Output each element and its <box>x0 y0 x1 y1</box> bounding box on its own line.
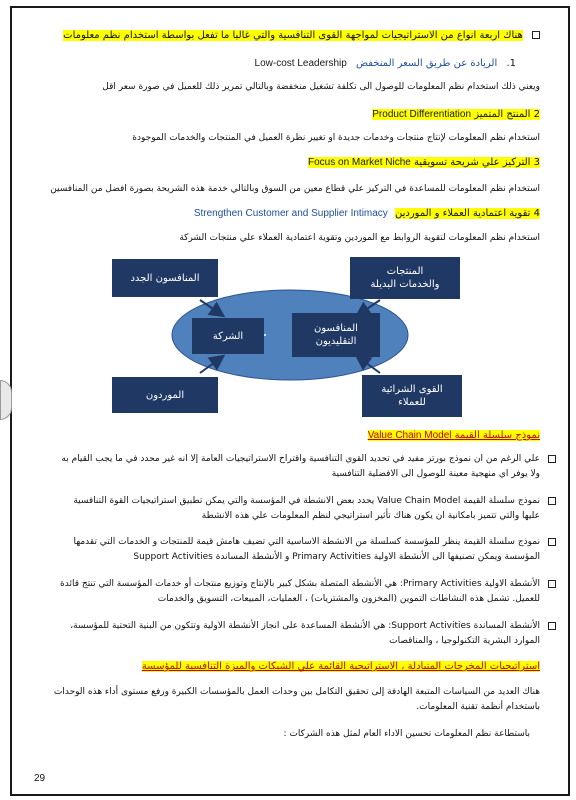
strategy-2-english: Product Differentiation <box>372 109 472 120</box>
vc-bullet-5-text: الأنشطة المساندة Support Activities: هي الأنشطة المساعدة على انجاز الأنشطة الاولية وتتكون من البنية التحتية للمؤسسة، الموارد البشرية التكنولوجيا ، والمناقصات <box>70 621 540 646</box>
strategy-4-title <box>36 206 540 221</box>
strategy-2-title <box>36 107 540 122</box>
strategy-4-desc: استخدام نظم المعلومات لتقوية الروابط مع الموردين وتقوية اعتمادية العملاء علي منتجات الشركة <box>179 233 540 243</box>
vc-bullet-4 <box>60 577 540 607</box>
vc-bullet-1-text: علي الرغم من ان نموذج بورتر مفيد في تحديد القوي التنافسية واقتراح الاستراتيجيات العامة إلا انه غير محدد في ما يجب القيام به ولا يوفر اي منهجية معينة للوصول الى الافضلية التنافسية <box>61 454 540 479</box>
strategy-1-title <box>36 56 516 71</box>
traditional-line-2: التقليديون <box>315 336 357 347</box>
checkbox-bullet-icon <box>548 455 556 463</box>
closing-line: باستطاعة نظم المعلومات تحسين الاداء العام لمثل هذه الشركات : <box>283 729 530 739</box>
strategy-3-title <box>36 155 540 170</box>
porter-forces-diagram <box>100 255 480 420</box>
strategy-3-arabic: التركيز علي شريحة تسويقية <box>414 157 531 168</box>
strategy-4-arabic: تقوية اعتمادية العملاء و الموردين <box>395 208 531 219</box>
strategy-1-desc: ويعني ذلك استخدام نظم المعلومات للوصول الى تكلفة تشغيل منخفضة وبالتالي تمرير ذلك للعميل في صورة سعر اقل <box>102 82 540 92</box>
vc-bullet-3 <box>60 535 540 565</box>
buyers-line-1: القوى الشرائية <box>381 384 443 395</box>
strategy-2-highlight <box>372 109 540 120</box>
checkbox-bullet-icon <box>548 538 556 546</box>
box-traditional-competitors <box>292 313 380 357</box>
checkbox-bullet-icon <box>548 580 556 588</box>
vc-bullet-1 <box>60 452 540 482</box>
vc-bullet-4-text: الأنشطة الاولية Primary Activities: هي الأنشطة المتصلة بشكل كبير بالإنتاج وتوزيع منتجات أو خدمات المؤسسة التي تنتج قائدة للعميل. تشمل هذه النشاطات التموين (المخزون والمشتريات) ، العمليات، المبيعات، التسويق والخدمات <box>60 579 540 604</box>
network-heading-text: استراتيجيات المخرجات المتبادلة ، الاستراتيجية القائمة علي الشبكات والميزة التنافسية للمؤسسة <box>141 661 540 672</box>
box-company: الشركة <box>192 318 264 354</box>
strategy-4-number: 4 <box>533 208 540 219</box>
vc-bullet-5 <box>60 619 540 649</box>
strategy-1-arabic: الريادة عن طريق السعر المنخفض <box>356 58 498 69</box>
strategy-2-arabic: المنتج المتميز <box>474 109 531 120</box>
network-heading <box>36 659 540 674</box>
box-new-competitors: المنافسون الجدد <box>112 259 218 297</box>
checkbox-bullet-icon <box>548 497 556 505</box>
strategy-3-english: Focus on Market Niche <box>308 157 411 168</box>
strategy-1-number: 1. <box>506 58 516 69</box>
strategy-1-english: Low-cost Leadership <box>254 58 347 69</box>
traditional-line-1: المنافسون <box>314 323 358 334</box>
substitutes-line-1: المنتجات <box>386 266 424 277</box>
strategy-2-number: 2 <box>533 109 540 120</box>
substitutes-line-2: والخدمات البديلة <box>370 279 440 290</box>
intro-heading: هناك اربعة انواع من الاستراتيجيات لمواجهة القوى التنافسية والتي غالبا ما تفعل بواسطة استخدام نظم معلومات <box>63 30 523 41</box>
strategy-3-desc: استخدام نظم المعلومات للمساعدة في التركيز علي قطاع معين من السوق وبالتالي خدمة هذه الشريحة بصورة افضل من المنافسين <box>50 184 540 194</box>
strategy-4-highlight <box>395 208 540 219</box>
checkbox-bullet-icon <box>548 622 556 630</box>
box-suppliers: الموردون <box>112 377 218 413</box>
value-chain-heading <box>36 428 540 443</box>
strategy-3-number: 3 <box>533 157 540 168</box>
value-chain-heading-english: Value Chain Model <box>367 430 452 441</box>
strategy-3-highlight <box>308 157 540 168</box>
page-number: 29 <box>34 773 46 784</box>
vc-bullet-3-text: نموذج سلسلة القيمة ينظر للمؤسسة كسلسلة من الانشطة الاساسية التي تضيف هامش قيمة للمنتجات و الخدمات التي تقدمها المؤسسة ويمكن تصنيفها الى الأنشطة الاولية Primary Activities و الأنشطة المساندة Support Activities <box>73 537 540 562</box>
strategy-4-english: Strengthen Customer and Supplier Intimacy <box>193 208 388 219</box>
checkbox-bullet-icon <box>532 31 540 39</box>
box-substitutes <box>350 257 460 299</box>
vc-bullet-2-text: نموذج سلسلة القيمة Value Chain Model يحدد بعض الانشطة في المؤسسة والتي يمكن تطبيق استراتيجيات القوة التنافسية عليها والتي تتميز بامكانية ان يكون هناك تأثير استراتيجي لنظم المعلومات علي هذه الانشطة <box>73 496 540 521</box>
intro-heading-line <box>36 28 540 43</box>
box-buyers <box>362 375 462 417</box>
value-chain-heading-highlight <box>368 430 540 441</box>
scroll-handle[interactable] <box>0 380 12 420</box>
strategy-2-desc: استخدام نظم المعلومات لإنتاج منتجات وخدمات جديدة او تغيير نظرة العميل في المنتجات والخدمات الموجودة <box>132 133 540 143</box>
value-chain-heading-arabic: نموذج سلسلة القيمة <box>454 430 540 441</box>
vc-bullet-2 <box>60 494 540 524</box>
network-paragraph: هناك العديد من السياسات المتبعة الهادفة إلى تحقيق التكامل بين وحدات العمل بالمؤسسات الكبيرة ورفع مستوى أداء هذه الوحدات باستخدام أنظمة تقنية المعلومات. <box>53 687 540 712</box>
buyers-line-2: للعملاء <box>398 397 426 408</box>
